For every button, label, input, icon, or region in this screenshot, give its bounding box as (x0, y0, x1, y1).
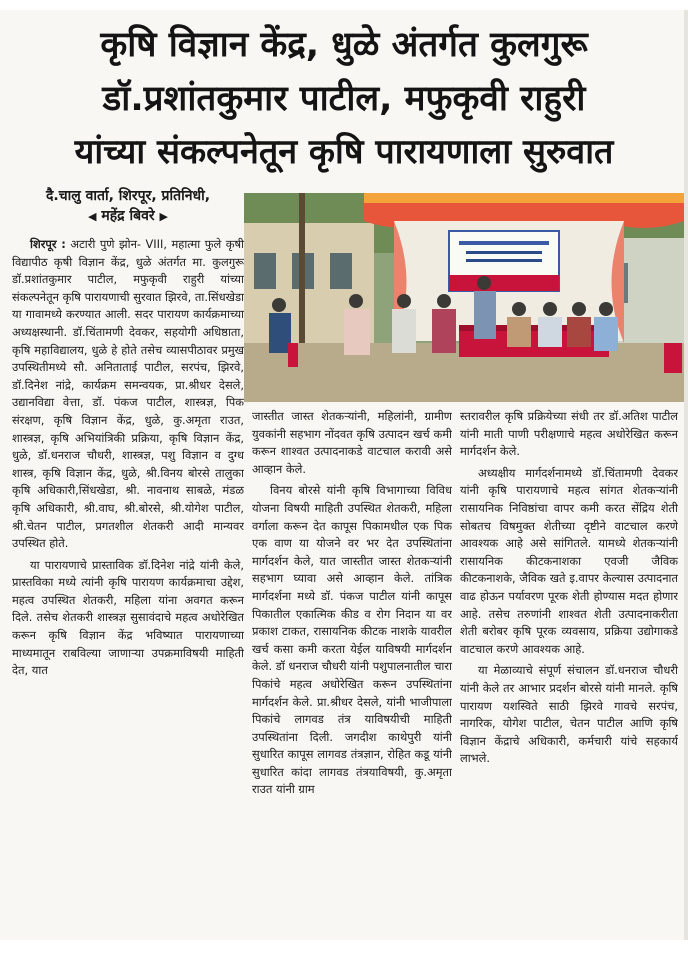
headline-line-3: यांच्या संकल्पनेतून कृषि पारायणाला सुरुवात (74, 132, 614, 172)
article-column-1 (12, 236, 244, 926)
article-paragraph: अटारी पुणे झोन- VIII, महात्मा फुले कृषी विद्यापीठ कृषी विज्ञान केंद्र, धुळे अंतर्गत मा. कुलगुरू डॉ.प्रशांतकुमार पाटील, मफुकृवी राहुरी यांच्या संकल्पनेतून कृषि पारायणाची सुरवात झिरवे, ता.सिंधखेडा या गावामध्ये करण्यात आली. सदर पारायण कार्यक्रमाच्या अध्यक्षस्थानी. डॉ.चिंतामणी देवकर, सहयोगी अधिष्ठाता, कृषि महाविद्यालय, धुळे हे होते तसेच व्यासपीठावर प्रमुख उपस्थितीमध्ये सौ. अनिताताई पाटील, सरपंच, झिरवे, डॉ.दिनेश नांद्रे, कार्यक्रम समन्वयक, प्रा.श्रीधर देसले, उद्यानविद्या वेत्ता, डॉ. पंकज पाटील, शास्त्रज्ञ, पिक संरक्षण, कृषि विज्ञान केंद्र, धुळे, कु.अमृता राउत, शास्त्रज्ञ, कृषि अभियांत्रिकी प्रक्रिया, कृषि विज्ञान केंद्र, धुळे, डॉ.धनराज चौधरी, शास्त्रज्ञ, पशु विज्ञान व दुग्ध शास्त्र, कृषि विज्ञान केंद्र, धुळे, श्री.विनय बोरसे तालुका कृषि अधिकारी,सिंधखेडा, श्री. नावनाथ साबळे, मंडळ कृषि अधिकारी, श्री.वाघ, श्री.बोरसे, श्री.योगेश पाटील, श्री.चेतन पाटील, प्रगतशील शेतकरी आदी मान्यवर उपस्थित होते. (12, 237, 244, 551)
byline-author-line (12, 206, 244, 227)
bottom-margin (0, 940, 688, 954)
article-paragraph: विनय बोरसे यांनी कृषि विभागाच्या विविध योजना विषयी माहिती उपस्थित शेतकरी, महिला वर्गाला करून देत कापूस पिकामधील एक पिक एक वाण या योजने वर भर देत उपस्थितांना मार्गदर्शन केले, यात जास्तीत जास्त शेतकऱ्यांनी सहभाग घ्यावा असे आव्हान केले. तांत्रिक मार्गदर्शना मध्ये डॉ. पंकज पाटील यांनी कापूस पिकातील एकात्मिक कीड व रोग निदान या वर प्रकाश टाकत, रासायनिक कीटक नाशके यावरील खर्च कसा कमी करता येईल याविषयी मार्गदर्शन केले. डॉ धनराज चौधरी यांनी पशुपालनातील चारा पिकांचे महत्व अधोरेखित करून उपस्थितांना मार्गदर्शन केले. प्रा.श्रीधर देसले, यांनी भाजीपाला पिकांचे लागवड तंत्र याविषयीची माहिती उपस्थितांना दिली. जगदीश काथेपुरी यांनी सुधारित कापूस लागवड तंत्रज्ञान, रोहित कडू यांनी सुधारित कांदा लागवड तंत्रयाविषयी, कु.अमृता राउत यांनी ग्राम (252, 483, 452, 797)
left-triangle-icon: ◀ (88, 210, 97, 223)
top-margin (0, 0, 688, 10)
article-column-2 (252, 408, 452, 928)
article-paragraph: अध्यक्षीय मार्गदर्शनामध्ये डॉ.चिंतामणी देवकर यांनी कृषि पारायणाचे महत्व सांगत शेतकऱ्यांनी रासायनिक निविष्ठांचा वापर कमी करत सेंद्रिय शेती सोबतच विषमुक्त शेतीच्या दृष्टीने वाटचाल करणे आवश्यक आहे असे सांगितले. यामध्ये शेतकऱ्यांनी रासायनिक कीटकनाशका एवजी जैविक कीटकनाशके, जैविक खते इ.वापर केल्यास उत्पादनात वाढ होऊन पर्यावरण पूरक शेती होण्यास मदत होणार आहे. तसेच तरुणांनी शाश्वत शेती उत्पादनाकरीता शेती बरोबर कृषि पूरक व्यवसाय, प्रक्रिया उद्योगाकडे वाटचाल करणे आवश्यक आहे. (460, 465, 678, 656)
event-photo (244, 193, 684, 402)
article-paragraph: या पारायणाचे प्रास्ताविक डॉ.दिनेश नांद्रे यांनी केले, प्रास्तविका मध्ये त्यांनी कृषि पारायण कार्यक्रमाचा उद्देश, महत्व उपस्थित शेतकरी, महिला यांना अवगत करून दिले. तसेच शेतकरी शास्त्रज्ञ सुसावंदाचे महत्व अधोरेखित करून कृषि विज्ञान केंद्र भविष्यात पारायणाच्या माध्यमातून राबविल्या जाणाऱ्या उपक्रमाविषयी माहिती देत, यात (12, 557, 244, 678)
article-paragraph: जास्तीत जास्त शेतकऱ्यांनी, महिलांनी, ग्रामीण युवकांनी सहभाग नोंदवत कृषि उत्पादन खर्च कमी करून शाश्वत उत्पादनाकडे वाटचाल करावी असे आव्हान केले. (252, 409, 452, 476)
byline-author: महेंद्र बिवरे (101, 208, 155, 224)
headline-line-2: डॉ.प्रशांतकुमार पाटील, मफुकृवी राहुरी (102, 79, 586, 119)
byline-source: दै.चालु वार्ता, शिरपूर, प्रतिनिधी, (45, 188, 211, 204)
article-paragraph: स्तरावरील कृषि प्रक्रियेच्या संधी तर डॉ.अतिश पाटील यांनी माती पाणी परीक्षणाचे महत्व अधोरेखित करून मार्गदर्शन केले. (460, 409, 678, 459)
byline (12, 186, 244, 227)
right-triangle-icon: ▶ (159, 210, 168, 223)
article-paragraph: या मेळाव्याचे संपूर्ण संचालन डॉ.धनराज चौधरी यांनी केले तर आभार प्रदर्शन बोरसे यांनी मानले. कृषि पारायण यशस्विते साठी झिरवे गावचे सरपंच, नागरिक, योगेश पाटील, चेतन पाटील आणि कृषि विज्ञान केंद्राचे अधिकारी, कर्मचारी यांचे सहकार्य लाभले. (460, 663, 678, 766)
headline-line-1: कृषि विज्ञान केंद्र, धुळे अंतर्गत कुलगुरू (100, 25, 588, 65)
article-column-3 (460, 408, 678, 928)
article-dateline: शिरपूर : (30, 237, 66, 251)
event-photo-illustration (244, 193, 684, 402)
